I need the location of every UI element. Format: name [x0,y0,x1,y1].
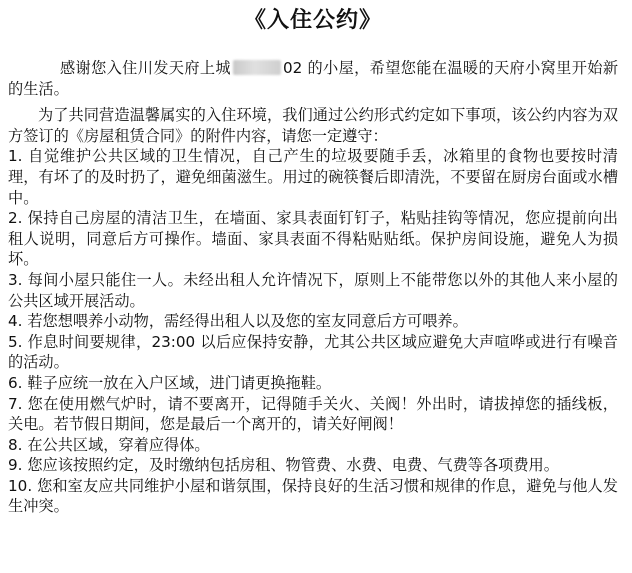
preamble-paragraph: 为了共同营造温馨属实的入住环境，我们通过公约形式约定如下事项，该公约内容为双方签订的《房屋租赁合同》的附件内容，请您一定遵守： [8,106,618,145]
document-title: 《入住公约》 [243,8,382,33]
rule-item-1: 1. 自觉维护公共区域的卫生情况，自己产生的垃圾要随手丢，冰箱里的食物也要按时清理，有坏了的及时扔了，避免细菌滋生。用过的碗筷餐后即清洗，不要留在厨房台面或水槽中。 [8,147,618,207]
rule-item-9: 9. 您应该按照约定，及时缴纳包括房租、物管费、水费、电费、气费等各项费用。 [8,456,559,475]
intro-text-end: 02 的小屋，希望您能在温暖的天府小窝里开始新的生活。 [8,59,619,98]
rule-item-10: 10. 您和室友应共同维护小屋和谐氛围，保持良好的生活习惯和规律的作息，避免与他人发生冲突。 [8,476,618,516]
rule-item-5: 5. 作息时间要规律，23:00 以后应保持安静，尤其公共区域应避免大声喧哗或进行有噪音的活动。 [8,332,618,372]
intro-text-start: 感谢您入住川发天府上城 [60,59,231,77]
redacted-room-number [233,60,281,75]
rule-item-3: 3. 每间小屋只能住一人。未经出租人允许情况下，原则上不能带您以外的其他人来小屋的公共区域开展活动。 [8,270,618,310]
rule-item-7: 7. 您在使用燃气炉时，请不要离开，记得随手关火、关阀！外出时，请拔掉您的插线板，关电。若节假日期间，您是最后一个离开的，请关好闸阀！ [8,394,618,434]
rule-item-4: 4. 若您想喂养小动物，需经得出租人以及您的室友同意后方可喂养。 [8,312,468,331]
rule-item-2: 2. 保持自己房屋的清洁卫生，在墙面、家具表面钉钉子，粘贴挂钩等情况，您应提前向出租人说明，同意后方可操作。墙面、家具表面不得粘贴贴纸。保护房间设施，避免人为损坏。 [8,209,618,269]
rule-item-6: 6. 鞋子应统一放在入户区域，进门请更换拖鞋。 [8,373,332,392]
intro-paragraph [8,58,618,99]
rule-item-8: 8. 在公共区域，穿着应得体。 [8,435,210,454]
